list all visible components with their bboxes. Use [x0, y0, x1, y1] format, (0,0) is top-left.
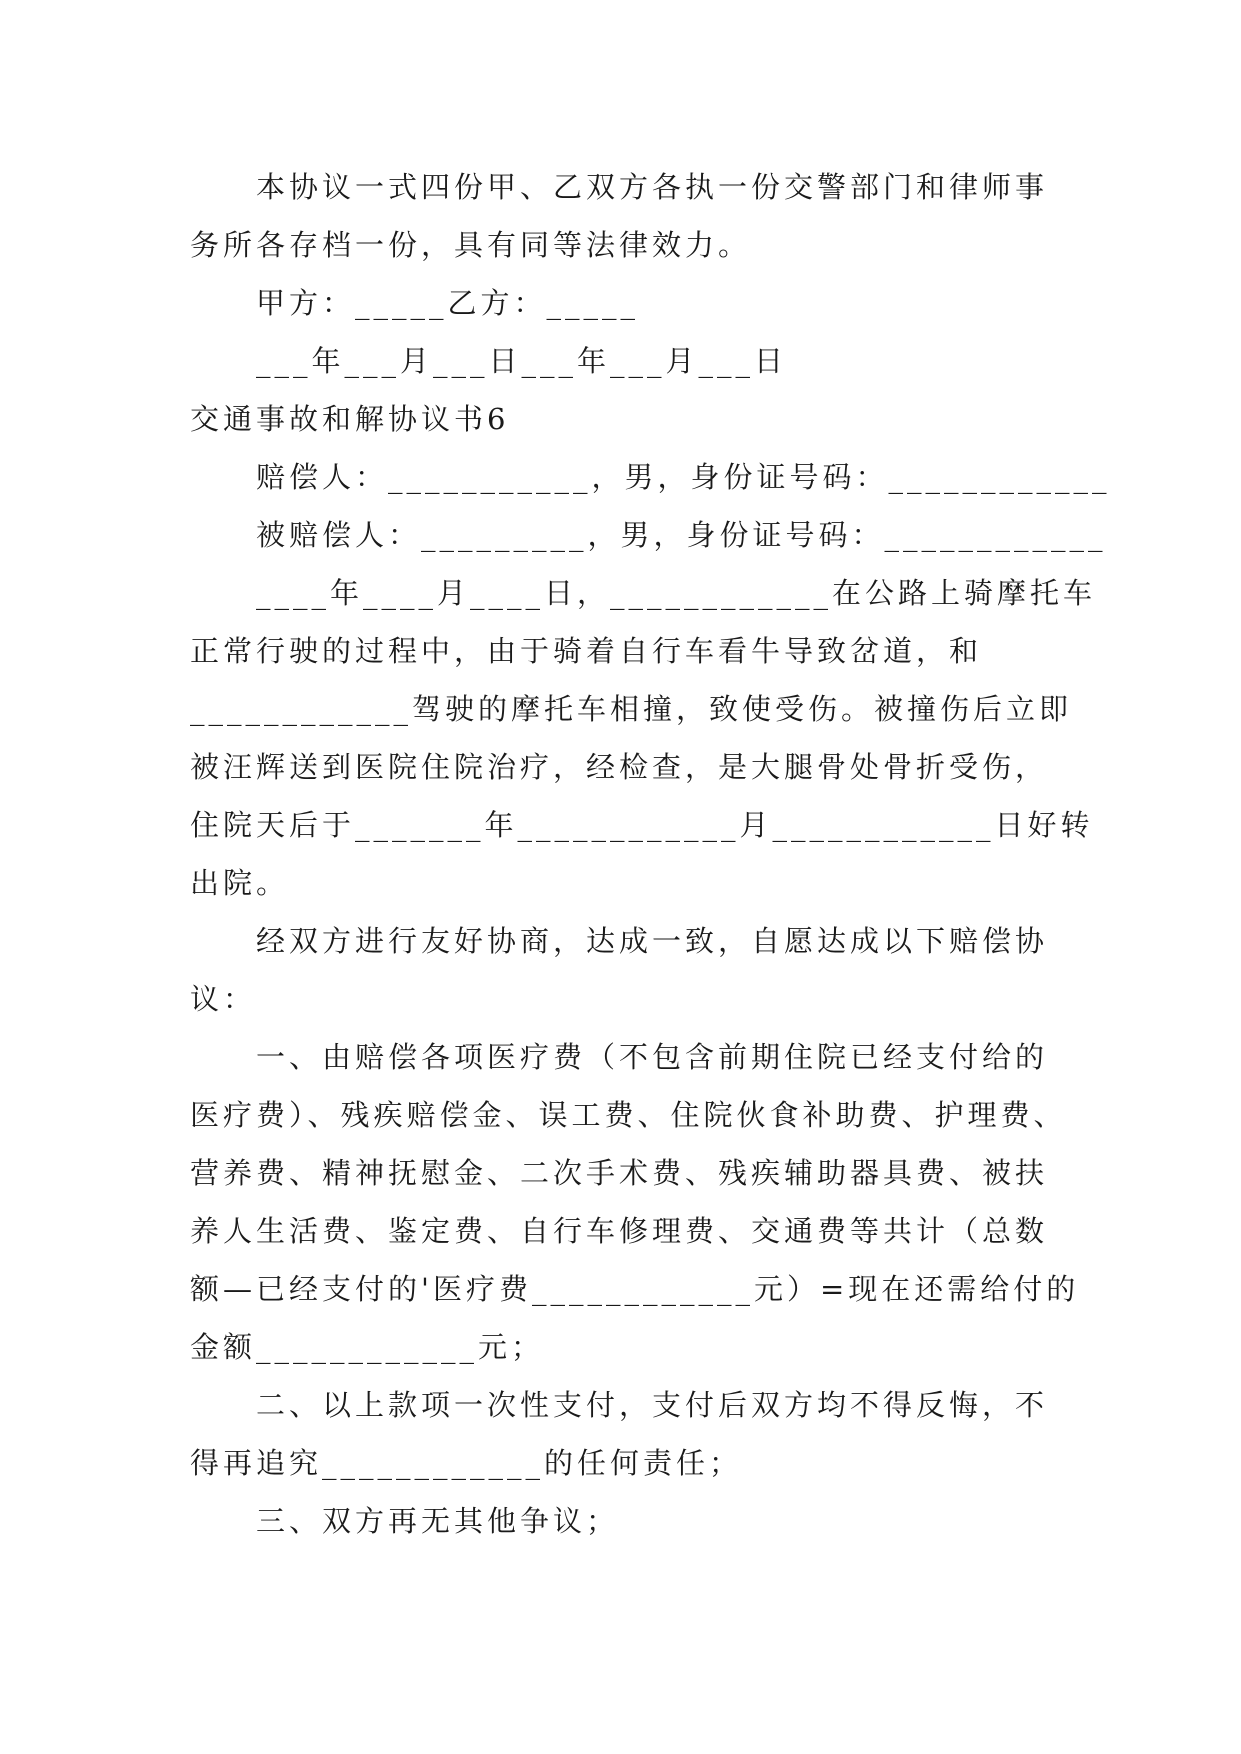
clause-1-line: 一、由赔偿各项医疗费（不包含前期住院已经支付给的: [256, 1040, 1049, 1074]
clause-1-line: 养人生活费、鉴定费、自行车修理费、交通费等共计（总数: [190, 1214, 1049, 1248]
clause-2-line: 二、以上款项一次性支付，支付后双方均不得反悔，不: [256, 1388, 1049, 1422]
clause-1-line: 医疗费）、残疾赔偿金、误工费、住院伙食补助费、护理费、: [190, 1098, 1067, 1132]
compensated-line: 被赔偿人：_________，男，身份证号码：____________: [256, 518, 1107, 552]
document-page: [190, 158, 1111, 1550]
paragraph-line: 务所各存档一份，具有同等法律效力。: [190, 228, 752, 262]
paragraph-line: 出院。: [190, 866, 290, 900]
clause-3-line: 三、双方再无其他争议；: [256, 1504, 620, 1538]
signature-parties-line: 甲方：_____乙方：_____: [256, 286, 640, 320]
paragraph-line: 正常行驶的过程中，由于骑着自行车看牛导致岔道，和: [190, 634, 983, 668]
paragraph-line: 住院天后于_______年____________月____________日好转: [190, 808, 1094, 842]
paragraph-line: ____________驾驶的摩托车相撞，致使受伤。被撞伤后立即: [190, 692, 1073, 726]
clause-1-line: 营养费、精神抚慰金、二次手术费、残疾辅助器具费、被扶: [190, 1156, 1049, 1190]
clause-2-line: 得再追究____________的任何责任；: [190, 1446, 743, 1480]
signature-date-line: ___年___月___日___年___月___日: [256, 344, 788, 378]
paragraph-line: ____年____月____日，____________在公路上骑摩托车: [256, 576, 1097, 610]
paragraph-line: 被汪辉送到医院住院治疗，经检查，是大腿骨处骨折受伤，: [190, 750, 1049, 784]
clause-1-line: 额—已经支付的'医疗费____________元）=现在还需给付的: [190, 1272, 1080, 1306]
compensator-line: 赔偿人：___________，男，身份证号码：____________: [256, 460, 1111, 494]
paragraph-line: 议：: [190, 982, 257, 1016]
paragraph-line: 经双方进行友好协商，达成一致，自愿达成以下赔偿协: [256, 924, 1049, 958]
paragraph-line: 本协议一式四份甲、乙双方各执一份交警部门和律师事: [256, 170, 1049, 204]
clause-1-line: 金额____________元；: [190, 1330, 545, 1364]
section-title: 交通事故和解协议书6: [190, 402, 510, 436]
